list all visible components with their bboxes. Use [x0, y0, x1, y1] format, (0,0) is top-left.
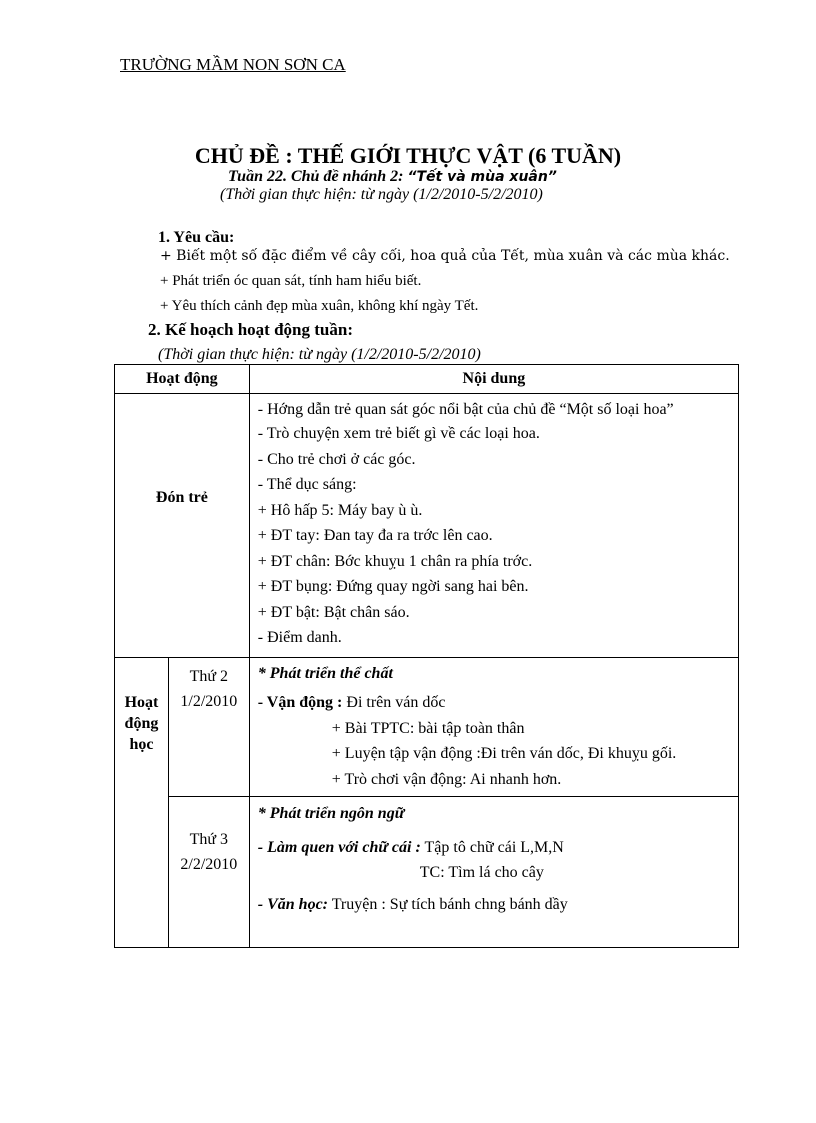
- hoat-dong-hoc-cell: [115, 657, 169, 948]
- lqcc-text: Tập tô chữ cái L,M,N: [420, 838, 564, 856]
- col-header-activity: Hoạt động: [115, 365, 250, 394]
- plan-heading: 2. Kế hoạch hoạt động tuần:: [148, 320, 353, 339]
- list-item: - Hớng dẫn trẻ quan sát góc nổi bật của chủ đề “Một số loại hoa”: [257, 401, 674, 418]
- van-hoc-text: Truyện : Sự tích bánh chng bánh dầy: [328, 895, 568, 913]
- page-title: CHỦ ĐỀ : THẾ GIỚI THỰC VẬT (6 TUẦN): [194, 143, 622, 168]
- table-header-row: [115, 365, 739, 394]
- don-tre-label: Đón trẻ: [155, 489, 208, 507]
- table-row: [115, 394, 739, 658]
- col-header-content: Nội dung: [249, 365, 738, 394]
- list-item: + ĐT bụng: Đứng quay ngời sang hai bên.: [257, 578, 529, 595]
- don-tre-content: [249, 394, 738, 658]
- list-item: + Hô hấp 5: Máy bay ù ù.: [257, 501, 423, 519]
- list-item: + Trò chơi vận động: Ai nhanh hơn.: [331, 770, 562, 788]
- van-dong-text: Đi trên ván dốc: [342, 694, 446, 711]
- table-row: [115, 797, 739, 948]
- list-item: + ĐT bật: Bật chân sáo.: [257, 603, 410, 621]
- subtitle-prefix: Tuần 22. Chủ đề nhánh 2:: [228, 168, 408, 185]
- list-item: [250, 690, 738, 716]
- list-item: - Thể dục sáng:: [257, 476, 357, 493]
- day-cell: [168, 797, 249, 948]
- section-title: * Phát triển thể chất: [257, 664, 393, 682]
- list-item: [250, 835, 738, 861]
- time-range: (Thời gian thực hiện: từ ngày (1/2/2010-5/2/2010): [220, 186, 543, 203]
- table-row: [115, 657, 739, 797]
- section-title: * Phát triển ngôn ngữ: [257, 805, 405, 822]
- hoat-dong-hoc-label: Hoạt động học: [124, 693, 159, 753]
- lqcc-label: - Làm quen với chữ cái :: [257, 838, 421, 856]
- requirement-item: + Biết một số đặc điểm về cây cối, hoa quả của Tết, mùa xuân và các mùa khác.: [160, 248, 730, 264]
- day-label: Thứ 3: [189, 831, 229, 848]
- day-label: Thứ 2: [189, 667, 229, 685]
- day-content: [249, 657, 738, 797]
- subtitle: [228, 168, 557, 186]
- van-hoc-label: - Văn học:: [257, 895, 328, 913]
- day-cell: [168, 657, 249, 797]
- activity-table: [114, 364, 739, 948]
- requirements-heading: 1. Yêu cầu:: [158, 229, 235, 246]
- list-item: + Bài TPTC: bài tập toàn thân: [331, 719, 525, 737]
- list-item: + ĐT tay: Đan tay đa ra trớc lên cao.: [257, 527, 493, 544]
- day-content: [249, 797, 738, 948]
- list-item: + ĐT chân: Bớc khuỵu 1 chân ra phía trớc.: [257, 552, 533, 570]
- list-item: - Trò chuyện xem trẻ biết gì về các loại hoa.: [257, 425, 540, 442]
- subtitle-quote: “Tết và mùa xuân”: [407, 169, 557, 185]
- day-date: 1/2/2010: [180, 692, 238, 710]
- list-item: + Luyện tập vận động :Đi trên ván dốc, Đi khuỵu gối.: [331, 745, 677, 762]
- list-item: - Điểm danh.: [257, 629, 342, 646]
- day-date: 2/2/2010: [180, 856, 238, 873]
- van-dong-label: - Vận động :: [257, 694, 343, 711]
- list-item: [250, 892, 738, 918]
- requirement-item: + Phát triển óc quan sát, tính ham hiểu biết.: [160, 273, 422, 289]
- school-name: TRƯỜNG MẦM NON SƠN CA: [120, 55, 346, 74]
- list-item: - Cho trẻ chơi ở các góc.: [257, 450, 416, 468]
- list-item: TC: Tìm lá cho cây: [419, 864, 544, 881]
- don-tre-cell: [115, 394, 250, 658]
- requirement-item: + Yêu thích cảnh đẹp mùa xuân, không khí ngày Tết.: [160, 298, 479, 314]
- plan-time-range: (Thời gian thực hiện: từ ngày (1/2/2010-5/2/2010): [158, 346, 481, 363]
